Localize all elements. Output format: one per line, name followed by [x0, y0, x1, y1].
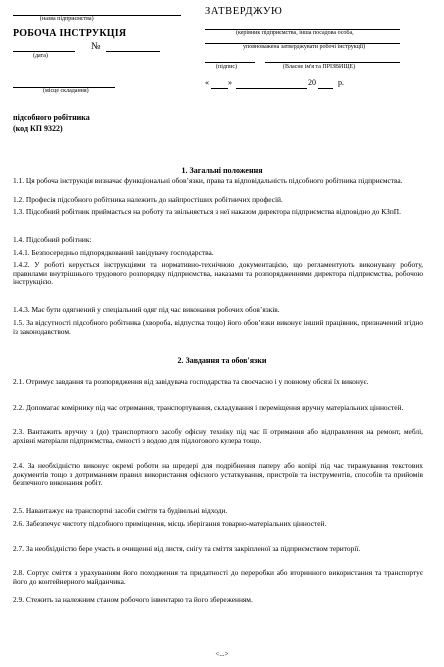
org-name-caption: (назва підприємства): [40, 16, 94, 22]
number-sign: №: [91, 41, 101, 52]
section-2-title: 2. Завдання та обов'язки: [177, 356, 267, 365]
paragraph-1-1: 1.1. Ця робоча інструкція визначає функціональні обов’язки, права та відповідальність підсобного робітника підприємства.: [13, 176, 403, 185]
approver-name-caption: (Власне ім'я та ПРІЗВИЩЕ): [283, 64, 356, 70]
paragraph-1-4-2: 1.4.2. У роботі керується інструкціями та нормативно-технічною документацією, що регламентують виконувану роботу, правилами внутрішнього трудового розпорядку підприємства, наказами та розпорядженнями директора підприємства, робочою інструкцією.: [13, 260, 423, 287]
date-open-quote: «: [205, 78, 209, 87]
place-caption: (місце складання): [43, 88, 89, 94]
paragraph-2-3: 2.3. Вантажить вручну з (до) транспортного засобу офісну техніку під час її отримання або відправлення на ремонт, меблі, архівні матеріали підприємства, ємності з водою для підлогового кулера тощо.: [13, 427, 423, 445]
paragraph-2-6: 2.6. Забезпечує чистоту підсобного приміщення, місць зберігання товарно-матеріальних цінностей.: [13, 519, 327, 528]
approver-position-caption-2: уповноважена затверджувати робочі інструкції): [243, 44, 366, 50]
paragraph-1-4-3: 1.4.3. Має бути одягнений у спеціальний одяг під час виконання робочих обов’язків.: [13, 305, 280, 314]
approval-date: [205, 78, 405, 90]
paragraph-2-2: 2.2. Допомагає комірнику під час отримання, транспортування, складування і переміщення вручну матеріальних цінностей.: [13, 403, 404, 412]
number-line: [106, 51, 160, 52]
paragraph-2-8: 2.8. Сортує сміття з урахуванням його походження та придатності до переробки або вторинного використання та транспортує його до контейнерного майданчика.: [13, 568, 423, 586]
date-caption: (дата): [33, 53, 48, 59]
approver-position-caption-1: (керівник підприємства, інша посадова особа,: [236, 30, 354, 36]
document-title: РОБОЧА ІНСТРУКЦІЯ: [13, 28, 127, 39]
date-month-line: [236, 88, 307, 89]
date-year-line: [318, 88, 333, 89]
paragraph-2-9: 2.9. Стежить за належним станом робочого інвентарю та його збереженням.: [13, 595, 253, 604]
job-code: (код КП 9322): [13, 124, 63, 133]
paragraph-2-4: 2.4. За необхідністю виконує окремі роботи на шредері для подрібнення паперу або копірі під час тиражування текстових документів тощо з дотриманням правил використання офісного устаткування, пристроїв та інструментів, способів та прийомів безпечного виконання робіт.: [13, 461, 423, 488]
date-day-line: [211, 88, 228, 89]
signature-line: [205, 62, 255, 63]
section-1-title: 1. Загальні положення: [181, 166, 263, 175]
signature-caption: (підпис): [216, 64, 238, 70]
date-suffix: р.: [338, 78, 344, 87]
paragraph-2-5: 2.5. Навантажує на транспортні засоби сміття та будівельні відходи.: [13, 506, 228, 515]
paragraph-2-1: 2.1. Отримує завдання та розпорядження від завідувача господарства та своєчасно і у повному обсязі їх виконує.: [13, 377, 369, 386]
job-title: підсобного робітника: [13, 113, 90, 122]
paragraph-1-4-1: 1.4.1. Безпосередньо підпорядкований завідувачу господарства.: [13, 248, 214, 257]
paragraph-1-4: 1.4. Підсобний робітник:: [13, 235, 92, 244]
paragraph-1-3: 1.3. Підсобний робітник приймається на роботу та звільняється з неї наказом директора підприємства відповідно до КЗпП.: [13, 207, 401, 216]
date-close-quote: »: [228, 78, 232, 87]
approver-name-line: [265, 62, 400, 63]
date-year: 20: [308, 78, 316, 87]
date-line: [13, 51, 75, 52]
paragraph-1-2: 1.2. Професія підсобного робітника належить до найпростіших робітничих професій.: [13, 195, 283, 204]
org-name-line: [13, 15, 181, 16]
paragraph-2-7: 2.7. За необхідністю бере участь в очищенні від листя, снігу та сміття закріпленої за підприємством території.: [13, 544, 361, 553]
page-continuation-marker: <...>: [215, 650, 229, 658]
approval-title: ЗАТВЕРДЖУЮ: [205, 6, 283, 17]
paragraph-1-5: 1.5. За відсутності підсобного робітника (хвороба, відпустка тощо) його обов’язки виконує інший працівник, призначений згідно із законодавством.: [13, 318, 423, 336]
